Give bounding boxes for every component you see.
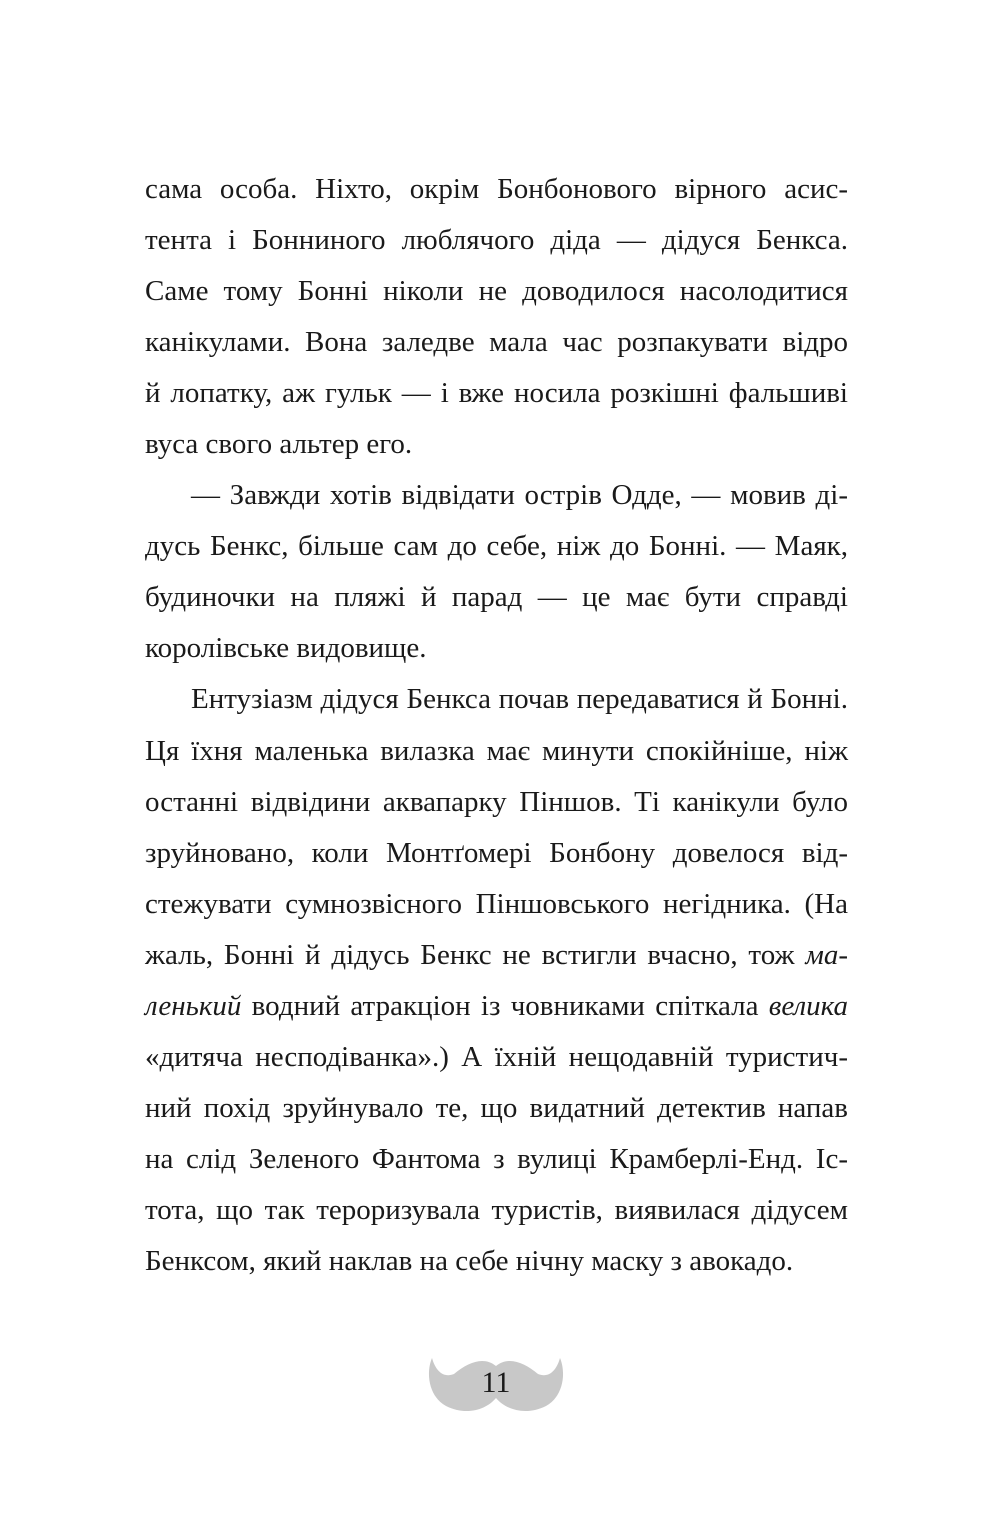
text-line [145,828,848,879]
page-number: 11 [481,1366,511,1399]
text-segment: будиночки на пляжі й парад — це має бути справді [145,581,848,614]
text-segment: ний похід зруйнувало те, що видатний детектив напав [145,1091,848,1124]
text-segment: стежувати сумнозвісного Піншовського негідника. (На [145,887,848,920]
text-segment: тента і Бонниного люблячого діда — дідуся Бенкса. [145,224,848,257]
text-segment: вуса свого альтер его. [145,428,413,461]
text-line [145,572,848,623]
text-segment: Саме тому Бонні ніколи не доводилося насолодитися [145,275,848,308]
text-line [145,521,848,572]
text-segment: Ентузіазм дідуся Бенкса почав передаватися й Бонні. [191,683,848,716]
text-segment: Бенксом, який наклав на себе нічну маску з авокадо. [145,1244,794,1277]
body-text [145,164,848,1287]
text-line [145,930,848,981]
text-line [145,317,848,368]
text-segment: Ця їхня маленька вилазка має минути спокійніше, ніж [145,734,848,767]
text-segment: жаль, Бонні й дідусь Бенкс не встигли вчасно, тож [145,938,806,971]
italic-text: ленький [145,989,242,1022]
text-line [145,726,848,777]
text-segment: королівське видовище. [145,632,427,665]
text-line [145,164,848,215]
text-line [145,266,848,317]
text-segment: й лопатку, аж гульк — і вже носила розкішні фальшиві [145,377,848,410]
text-segment: сама особа. Ніхто, окрім Бонбонового вірного асис- [145,173,848,205]
text-line [145,981,848,1032]
italic-text: ма- [805,938,848,971]
text-line [145,470,848,521]
text-segment: «дитяча несподіванка».) А їхній нещодавній туристич- [145,1040,848,1073]
text-segment: зруйновано, коли Монтґомері Бонбону довелося від- [145,836,848,869]
text-segment: — Завжди хотів відвідати острів Одде, — мовив ді- [191,479,848,512]
text-line [145,1236,848,1287]
italic-text: велика [768,989,848,1022]
text-line [145,674,848,725]
text-segment: тота, що так тероризувала туристів, виявилася дідусем [145,1193,848,1226]
text-line [145,1083,848,1134]
text-line [145,879,848,930]
text-line [145,368,848,419]
text-line [145,1032,848,1083]
text-segment: на слід Зеленого Фантома з вулиці Крамберлі-Енд. Іс- [145,1142,848,1175]
text-segment: дусь Бенкс, більше сам до себе, ніж до Бонні. — Маяк, [145,530,848,563]
text-line [145,1134,848,1185]
text-line [145,777,848,828]
text-line [145,419,848,470]
text-line [145,215,848,266]
text-line [145,623,848,674]
text-segment: водний атракціон із човниками спіткала [241,989,769,1022]
text-segment: канікулами. Вона заледве мала час розпакувати відро [145,326,848,359]
page-number-badge [424,1352,568,1416]
text-segment: останні відвідини аквапарку Піншов. Ті канікули було [145,785,848,818]
text-line [145,1185,848,1236]
